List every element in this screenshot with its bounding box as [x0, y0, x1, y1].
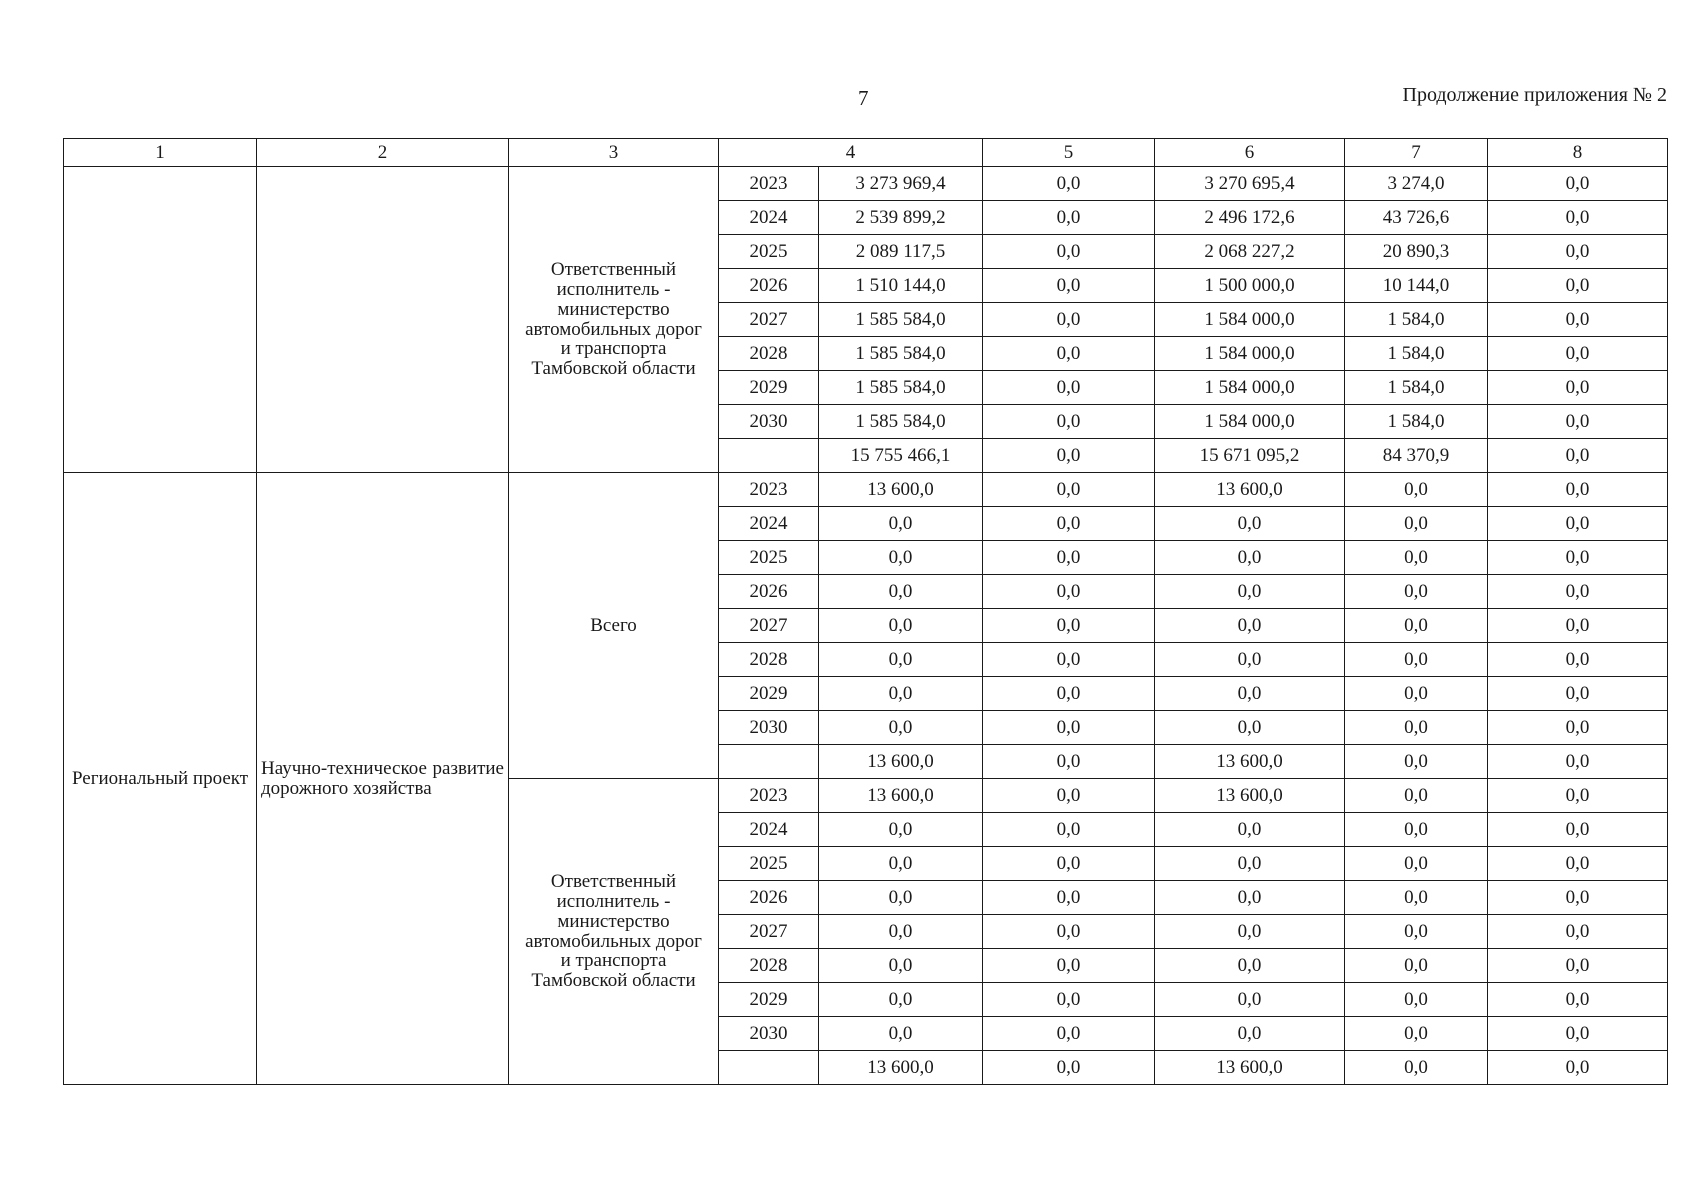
federal-budget-cell: 0,0 — [983, 507, 1155, 541]
year-cell: 2028 — [719, 949, 819, 983]
local-budget-cell: 0,0 — [1345, 983, 1488, 1017]
regional-budget-cell: 2 068 227,2 — [1155, 235, 1345, 269]
total-amount-cell: 3 273 969,4 — [819, 167, 983, 201]
total-amount-cell: 0,0 — [819, 983, 983, 1017]
year-cell: 2028 — [719, 337, 819, 371]
responsible-executor-text: Всего — [590, 614, 637, 636]
local-budget-cell: 0,0 — [1345, 915, 1488, 949]
federal-budget-cell: 0,0 — [983, 575, 1155, 609]
regional-budget-cell: 0,0 — [1155, 983, 1345, 1017]
extrabudgetary-cell: 0,0 — [1488, 575, 1668, 609]
federal-budget-cell: 0,0 — [983, 303, 1155, 337]
column-number-row — [64, 139, 1668, 167]
regional-budget-cell: 13 600,0 — [1155, 779, 1345, 813]
local-budget-cell: 20 890,3 — [1345, 235, 1488, 269]
federal-budget-cell: 0,0 — [983, 847, 1155, 881]
extrabudgetary-cell: 0,0 — [1488, 507, 1668, 541]
responsible-executor-cell — [509, 167, 719, 473]
responsible-executor-cell — [509, 473, 719, 779]
regional-budget-cell: 0,0 — [1155, 677, 1345, 711]
local-budget-cell: 1 584,0 — [1345, 303, 1488, 337]
extrabudgetary-cell: 0,0 — [1488, 167, 1668, 201]
column-number-header: 6 — [1155, 139, 1345, 167]
extrabudgetary-cell: 0,0 — [1488, 609, 1668, 643]
year-cell: 2027 — [719, 609, 819, 643]
federal-budget-cell: 0,0 — [983, 983, 1155, 1017]
total-amount-cell: 13 600,0 — [819, 745, 983, 779]
regional-budget-cell: 0,0 — [1155, 609, 1345, 643]
year-cell: 2025 — [719, 541, 819, 575]
year-cell: 2026 — [719, 881, 819, 915]
responsible-executor-text: Ответственный исполнитель - министерство автомобильных дорог и транспорта Тамбовской области — [525, 258, 702, 380]
federal-budget-cell: 0,0 — [983, 915, 1155, 949]
extrabudgetary-cell: 0,0 — [1488, 677, 1668, 711]
local-budget-cell: 0,0 — [1345, 949, 1488, 983]
federal-budget-cell: 0,0 — [983, 1017, 1155, 1051]
regional-budget-cell: 0,0 — [1155, 575, 1345, 609]
local-budget-cell: 0,0 — [1345, 779, 1488, 813]
extrabudgetary-cell: 0,0 — [1488, 915, 1668, 949]
regional-budget-cell: 2 496 172,6 — [1155, 201, 1345, 235]
program-element-name-cell — [257, 473, 509, 1085]
total-amount-cell: 2 539 899,2 — [819, 201, 983, 235]
extrabudgetary-cell: 0,0 — [1488, 201, 1668, 235]
year-cell: 2029 — [719, 677, 819, 711]
column-number-header: 4 — [719, 139, 983, 167]
federal-budget-cell: 0,0 — [983, 745, 1155, 779]
extrabudgetary-cell: 0,0 — [1488, 439, 1668, 473]
total-amount-cell: 0,0 — [819, 575, 983, 609]
regional-budget-cell: 1 500 000,0 — [1155, 269, 1345, 303]
program-element-type-cell: Региональный проект — [64, 473, 257, 1085]
total-amount-cell: 0,0 — [819, 915, 983, 949]
total-amount-cell: 0,0 — [819, 881, 983, 915]
regional-budget-cell: 1 584 000,0 — [1155, 337, 1345, 371]
year-cell — [719, 1051, 819, 1085]
extrabudgetary-cell: 0,0 — [1488, 269, 1668, 303]
year-cell — [719, 745, 819, 779]
year-cell: 2027 — [719, 303, 819, 337]
column-number-header: 5 — [983, 139, 1155, 167]
year-cell: 2025 — [719, 847, 819, 881]
year-cell: 2027 — [719, 915, 819, 949]
extrabudgetary-cell: 0,0 — [1488, 303, 1668, 337]
year-cell: 2030 — [719, 711, 819, 745]
column-number-header: 1 — [64, 139, 257, 167]
total-amount-cell: 1 585 584,0 — [819, 303, 983, 337]
total-amount-cell: 1 510 144,0 — [819, 269, 983, 303]
extrabudgetary-cell: 0,0 — [1488, 371, 1668, 405]
year-cell: 2026 — [719, 269, 819, 303]
total-amount-cell: 1 585 584,0 — [819, 405, 983, 439]
column-number-header: 8 — [1488, 139, 1668, 167]
local-budget-cell: 0,0 — [1345, 745, 1488, 779]
total-amount-cell: 0,0 — [819, 813, 983, 847]
federal-budget-cell: 0,0 — [983, 711, 1155, 745]
responsible-executor-text: Ответственный исполнитель - министерство автомобильных дорог и транспорта Тамбовской области — [525, 870, 702, 992]
federal-budget-cell: 0,0 — [983, 813, 1155, 847]
extrabudgetary-cell: 0,0 — [1488, 983, 1668, 1017]
column-number-header: 7 — [1345, 139, 1488, 167]
extrabudgetary-cell: 0,0 — [1488, 541, 1668, 575]
extrabudgetary-cell: 0,0 — [1488, 1051, 1668, 1085]
federal-budget-cell: 0,0 — [983, 779, 1155, 813]
total-amount-cell: 1 585 584,0 — [819, 337, 983, 371]
local-budget-cell: 0,0 — [1345, 677, 1488, 711]
regional-budget-cell: 13 600,0 — [1155, 1051, 1345, 1085]
local-budget-cell: 0,0 — [1345, 507, 1488, 541]
appendix-continuation-label: Продолжение приложения № 2 — [1402, 84, 1667, 106]
program-element-type-cell — [64, 167, 257, 473]
local-budget-cell: 1 584,0 — [1345, 337, 1488, 371]
federal-budget-cell: 0,0 — [983, 643, 1155, 677]
extrabudgetary-cell: 0,0 — [1488, 881, 1668, 915]
regional-budget-cell: 0,0 — [1155, 643, 1345, 677]
total-amount-cell: 15 755 466,1 — [819, 439, 983, 473]
regional-budget-cell: 13 600,0 — [1155, 745, 1345, 779]
local-budget-cell: 1 584,0 — [1345, 405, 1488, 439]
local-budget-cell: 1 584,0 — [1345, 371, 1488, 405]
year-cell: 2029 — [719, 983, 819, 1017]
regional-budget-cell: 0,0 — [1155, 847, 1345, 881]
regional-budget-cell: 15 671 095,2 — [1155, 439, 1345, 473]
federal-budget-cell: 0,0 — [983, 541, 1155, 575]
federal-budget-cell: 0,0 — [983, 167, 1155, 201]
total-amount-cell: 0,0 — [819, 609, 983, 643]
total-amount-cell: 0,0 — [819, 507, 983, 541]
extrabudgetary-cell: 0,0 — [1488, 745, 1668, 779]
local-budget-cell: 0,0 — [1345, 643, 1488, 677]
total-amount-cell: 0,0 — [819, 643, 983, 677]
federal-budget-cell: 0,0 — [983, 677, 1155, 711]
regional-budget-cell: 1 584 000,0 — [1155, 405, 1345, 439]
extrabudgetary-cell: 0,0 — [1488, 1017, 1668, 1051]
total-amount-cell: 0,0 — [819, 847, 983, 881]
total-amount-cell: 0,0 — [819, 711, 983, 745]
total-amount-cell: 1 585 584,0 — [819, 371, 983, 405]
federal-budget-cell: 0,0 — [983, 881, 1155, 915]
year-cell: 2030 — [719, 405, 819, 439]
column-number-header: 3 — [509, 139, 719, 167]
total-amount-cell: 0,0 — [819, 1017, 983, 1051]
year-cell: 2023 — [719, 167, 819, 201]
local-budget-cell: 0,0 — [1345, 1017, 1488, 1051]
table-row — [64, 473, 1668, 507]
regional-budget-cell: 0,0 — [1155, 881, 1345, 915]
total-amount-cell: 0,0 — [819, 541, 983, 575]
local-budget-cell: 0,0 — [1345, 1051, 1488, 1085]
year-cell: 2024 — [719, 813, 819, 847]
local-budget-cell: 0,0 — [1345, 575, 1488, 609]
federal-budget-cell: 0,0 — [983, 269, 1155, 303]
federal-budget-cell: 0,0 — [983, 439, 1155, 473]
total-amount-cell: 2 089 117,5 — [819, 235, 983, 269]
local-budget-cell: 10 144,0 — [1345, 269, 1488, 303]
page-number: 7 — [858, 86, 869, 110]
regional-budget-cell: 0,0 — [1155, 711, 1345, 745]
regional-budget-cell: 0,0 — [1155, 541, 1345, 575]
year-cell: 2024 — [719, 201, 819, 235]
year-cell: 2030 — [719, 1017, 819, 1051]
local-budget-cell: 0,0 — [1345, 847, 1488, 881]
extrabudgetary-cell: 0,0 — [1488, 949, 1668, 983]
local-budget-cell: 0,0 — [1345, 473, 1488, 507]
extrabudgetary-cell: 0,0 — [1488, 847, 1668, 881]
regional-budget-cell: 0,0 — [1155, 507, 1345, 541]
total-amount-cell: 13 600,0 — [819, 473, 983, 507]
regional-budget-cell: 0,0 — [1155, 949, 1345, 983]
year-cell: 2028 — [719, 643, 819, 677]
year-cell: 2024 — [719, 507, 819, 541]
local-budget-cell: 0,0 — [1345, 609, 1488, 643]
federal-budget-cell: 0,0 — [983, 371, 1155, 405]
year-cell: 2025 — [719, 235, 819, 269]
year-cell — [719, 439, 819, 473]
federal-budget-cell: 0,0 — [983, 337, 1155, 371]
program-element-name-cell — [257, 167, 509, 473]
year-cell: 2026 — [719, 575, 819, 609]
local-budget-cell: 0,0 — [1345, 541, 1488, 575]
local-budget-cell: 84 370,9 — [1345, 439, 1488, 473]
year-cell: 2023 — [719, 473, 819, 507]
financing-table — [63, 138, 1668, 1085]
total-amount-cell: 13 600,0 — [819, 1051, 983, 1085]
federal-budget-cell: 0,0 — [983, 1051, 1155, 1085]
responsible-executor-cell — [509, 779, 719, 1085]
extrabudgetary-cell: 0,0 — [1488, 813, 1668, 847]
regional-budget-cell: 1 584 000,0 — [1155, 303, 1345, 337]
federal-budget-cell: 0,0 — [983, 609, 1155, 643]
federal-budget-cell: 0,0 — [983, 201, 1155, 235]
regional-budget-cell: 1 584 000,0 — [1155, 371, 1345, 405]
program-element-name: Научно-техническое развитие дорожного хозяйства — [261, 757, 504, 799]
regional-budget-cell: 13 600,0 — [1155, 473, 1345, 507]
extrabudgetary-cell: 0,0 — [1488, 643, 1668, 677]
regional-budget-cell: 3 270 695,4 — [1155, 167, 1345, 201]
regional-budget-cell: 0,0 — [1155, 1017, 1345, 1051]
local-budget-cell: 3 274,0 — [1345, 167, 1488, 201]
year-cell: 2029 — [719, 371, 819, 405]
extrabudgetary-cell: 0,0 — [1488, 711, 1668, 745]
table-row — [64, 167, 1668, 201]
extrabudgetary-cell: 0,0 — [1488, 235, 1668, 269]
total-amount-cell: 0,0 — [819, 677, 983, 711]
regional-budget-cell: 0,0 — [1155, 813, 1345, 847]
federal-budget-cell: 0,0 — [983, 235, 1155, 269]
federal-budget-cell: 0,0 — [983, 405, 1155, 439]
local-budget-cell: 0,0 — [1345, 881, 1488, 915]
federal-budget-cell: 0,0 — [983, 473, 1155, 507]
local-budget-cell: 0,0 — [1345, 711, 1488, 745]
local-budget-cell: 0,0 — [1345, 813, 1488, 847]
extrabudgetary-cell: 0,0 — [1488, 337, 1668, 371]
year-cell: 2023 — [719, 779, 819, 813]
total-amount-cell: 13 600,0 — [819, 779, 983, 813]
extrabudgetary-cell: 0,0 — [1488, 405, 1668, 439]
table-body — [64, 167, 1668, 1085]
extrabudgetary-cell: 0,0 — [1488, 473, 1668, 507]
federal-budget-cell: 0,0 — [983, 949, 1155, 983]
extrabudgetary-cell: 0,0 — [1488, 779, 1668, 813]
regional-budget-cell: 0,0 — [1155, 915, 1345, 949]
total-amount-cell: 0,0 — [819, 949, 983, 983]
column-number-header: 2 — [257, 139, 509, 167]
local-budget-cell: 43 726,6 — [1345, 201, 1488, 235]
